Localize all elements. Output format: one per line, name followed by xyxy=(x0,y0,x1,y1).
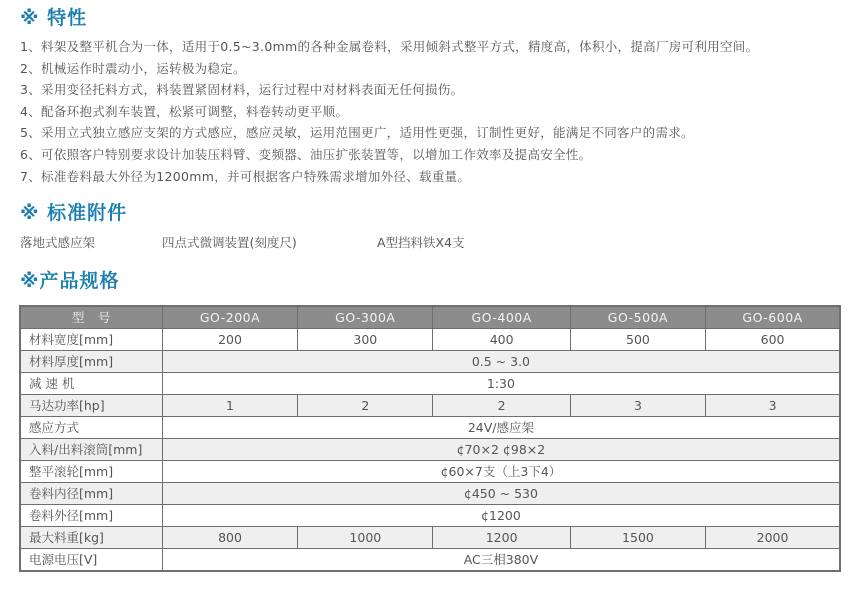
cell: 500 xyxy=(570,329,705,351)
feature-item: 1、料架及整平机合为一体，适用于0.5~3.0mm的各种金属卷料，采用倾斜式整平方式，精度高，体积小，提高厂房可利用空间。 xyxy=(20,39,759,54)
cell-span: 1:30 xyxy=(162,373,840,395)
table-row xyxy=(20,373,840,395)
table-row xyxy=(20,483,840,505)
cell-span: ¢70×2 ¢98×2 xyxy=(162,439,840,461)
cell: 2000 xyxy=(706,527,840,549)
spec-title: ※产品规格 xyxy=(20,270,120,292)
row-label: 卷料外径[mm] xyxy=(20,505,162,527)
features-list xyxy=(20,36,758,187)
features-title: ※ 特性 xyxy=(20,7,88,29)
header-label: 型 号 xyxy=(20,306,162,329)
header-model: GO-300A xyxy=(298,306,433,329)
header-model: GO-500A xyxy=(570,306,705,329)
cell: 200 xyxy=(162,329,297,351)
accessory-item: 落地式感应架 xyxy=(20,235,96,250)
row-label: 最大料重[kg] xyxy=(20,527,162,549)
row-label: 材料厚度[mm] xyxy=(20,351,162,373)
cell-span: ¢1200 xyxy=(162,505,840,527)
cell: 3 xyxy=(706,395,840,417)
cell: 1000 xyxy=(298,527,433,549)
cell: 3 xyxy=(570,395,705,417)
row-label: 材料宽度[mm] xyxy=(20,329,162,351)
feature-item: 7、标准卷料最大外径为1200mm，并可根据客户特殊需求增加外径、载重量。 xyxy=(20,168,471,184)
table-row xyxy=(20,395,840,417)
table-row xyxy=(20,329,840,351)
row-label: 马达功率[hp] xyxy=(20,395,162,417)
cell-span: ¢450 ~ 530 xyxy=(162,483,840,505)
feature-item: 5、采用立式独立感应支架的方式感应，感应灵敏，运用范围更广，适用性更强，订制性更好，能满足不同客户的需求。 xyxy=(20,125,694,141)
row-label: 减 速 机 xyxy=(20,373,162,395)
cell-span: 24V/感应架 xyxy=(162,417,840,439)
feature-item: 4、配备环抱式刹车装置，松紧可调整，料卷转动更平顺。 xyxy=(20,103,349,119)
accessories-list xyxy=(20,233,840,251)
cell-span: ¢60×7支（上3下4） xyxy=(162,461,840,483)
cell: 400 xyxy=(433,329,570,351)
table-row xyxy=(20,417,840,439)
table-row xyxy=(20,461,840,483)
header-model: GO-400A xyxy=(433,306,570,329)
table-row xyxy=(20,549,840,572)
cell: 1200 xyxy=(433,527,570,549)
row-label: 电源电压[V] xyxy=(20,549,162,572)
feature-item: 2、机械运作时震动小，运转极为稳定。 xyxy=(20,60,246,76)
cell: 2 xyxy=(433,395,570,417)
accessories-title: ※ 标准附件 xyxy=(20,202,128,224)
row-label: 入料/出料滚筒[mm] xyxy=(20,439,162,461)
accessory-item: 四点式微调装置(刻度尺) xyxy=(162,235,297,250)
cell: 600 xyxy=(706,329,840,351)
spec-table xyxy=(19,305,841,572)
table-row xyxy=(20,351,840,373)
row-label: 卷料内径[mm] xyxy=(20,483,162,505)
header-model: GO-600A xyxy=(706,306,840,329)
table-row xyxy=(20,527,840,549)
cell: 2 xyxy=(298,395,433,417)
cell-span: AC三相380V xyxy=(162,549,840,572)
cell: 800 xyxy=(162,527,297,549)
table-header-row xyxy=(20,306,840,329)
cell: 1 xyxy=(162,395,297,417)
row-label: 感应方式 xyxy=(20,417,162,439)
feature-item: 3、采用变径托料方式，料装置紧固材料，运行过程中对材料表面无任何损伤。 xyxy=(20,82,464,98)
feature-item: 6、可依照客户特别要求设计加装压料臂、变频器、油压扩张装置等，以增加工作效率及提高安全性。 xyxy=(20,146,592,162)
cell: 300 xyxy=(298,329,433,351)
cell-span: 0.5 ~ 3.0 xyxy=(162,351,840,373)
table-row xyxy=(20,439,840,461)
row-label: 整平滚轮[mm] xyxy=(20,461,162,483)
cell: 1500 xyxy=(570,527,705,549)
header-model: GO-200A xyxy=(162,306,297,329)
accessory-item: A型挡料铁X4支 xyxy=(377,235,465,250)
table-row xyxy=(20,505,840,527)
